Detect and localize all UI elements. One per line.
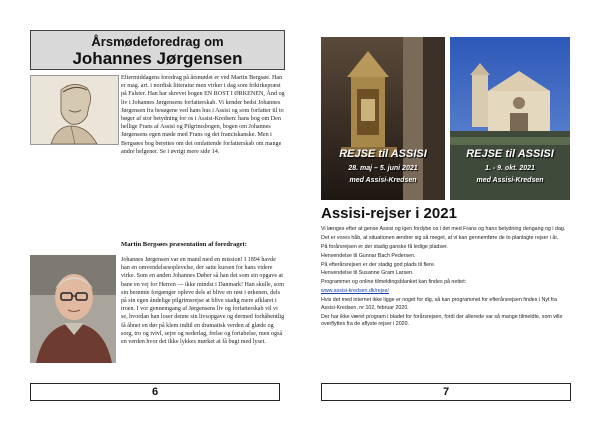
paragraph: Henvendelse til Gunnar Bach Pedersen. bbox=[321, 252, 416, 259]
paragraph: Vi længes efter at gense Assisi og igen fordybe os i det med Frans og hans betydning dengang og i dag. bbox=[321, 226, 566, 232]
presentation-paragraph: Johannes Jørgensen var en mand med en mission! I 1894 havde han en omvendelsesoplevelse, der satte kursen for hans videre virke. Som en anden Johannes Døber så han det som sin opgave at bane en vej for Herren — ikke mindst i Danmark! Han skulle, som sin berømte forgænger opleve dels at blive en røst i ørkenen, dels på sin egen åndelige pilgrimsrejse at blive stadig mere afklaret i troen. I vor gennemgang af Jørgensens liv og forfatterskab vil vi se, hvordan han loser denne sin livsopgave og dermed forhåbentlig få åbnet en dør på klem indtil en dramatisk verden af glæde og sorg, tro og tvivl, sejre og nederlag, frelse og fortabelse, men også en verden hvor det ikke lykkes mørket at få bugt med lyset. bbox=[121, 257, 285, 346]
autumn-trip-image bbox=[450, 37, 570, 200]
spring-trip-title: REJSE til ASSISI bbox=[339, 148, 427, 160]
paragraph: Henvendelse til Susanne Gram Larsen. bbox=[321, 270, 414, 277]
heading-line-1: Årsmødeforedrag om bbox=[91, 34, 224, 49]
page-number-box bbox=[30, 383, 280, 401]
trip-program-link[interactable]: www.assisi-kredsen.dk/rejse/ bbox=[321, 288, 389, 295]
spring-trip-image bbox=[321, 37, 445, 200]
autumn-trip-host: med Assisi-Kredsen bbox=[476, 177, 544, 184]
page-number: 6 bbox=[151, 386, 159, 398]
paragraph: Det er vores håb, at situationen ændrer sig så meget, at vi kan gennemføre de to planlagte rejser i år. bbox=[321, 234, 559, 241]
autumn-trip-dates: 1. - 9. okt. 2021 bbox=[485, 165, 535, 172]
portrait-drawing bbox=[30, 75, 119, 145]
spring-trip-dates: 28. maj – 5. juni 2021 bbox=[348, 165, 418, 172]
paragraph: Hvis det med internet ikke ligge er noget for dig, så kan programmet for efterårsrejsen findes i Nyt fra Assisi-Kredsen, nr 102, februar 2020. bbox=[321, 297, 558, 311]
page-number-box bbox=[321, 383, 571, 401]
article-title: Assisi-rejser i 2021 bbox=[321, 205, 457, 222]
right-page bbox=[300, 0, 600, 425]
paragraph: Programmer og online tilmeldingsblanket kan findes på nettet: bbox=[321, 279, 467, 286]
spring-trip-host: med Assisi-Kredsen bbox=[349, 177, 417, 184]
paragraph: På efterårsrejsen er der stadig god plads til flere. bbox=[321, 261, 436, 268]
article-heading bbox=[30, 30, 285, 70]
autumn-trip-title: REJSE til ASSISI bbox=[466, 148, 554, 160]
paragraph: Der har ikke været program i bladet for forårsrejsen, fordi der allerede var så mange tilmeldte, som ville overflyttes fra de aflyste rejser i 2020. bbox=[321, 313, 563, 328]
presentation-subheading: Martin Bergsøes præsentation af foredraget: bbox=[121, 241, 247, 248]
article-body bbox=[321, 226, 573, 330]
heading-line-2: Johannes Jørgensen bbox=[72, 49, 243, 68]
paragraph: På forårsrejsen er der stadig ganske få ledige pladser. bbox=[321, 243, 448, 250]
page-number: 7 bbox=[442, 386, 450, 398]
intro-paragraph: Eftermiddagens foredrag på årsmødet er ved Martin Bergsøe. Han er mag. art. i nordisk litteratur men virker i dag som frikirkepræst på Falster. Han har skrevet bogen EN ROST I ØRKENEN, Ånd og liv i Johannes Jørgensens forfatterskab. Vi kender bedst Johannes Jørgensen fra besøgene ved hans hus i Assisi og som forfatter til to bøger af stor betydning for os i Assisi-Kredsen: hans bog om Den hellige Frans af Assisi og Pilgrimsbogen, bogen om Johannes Jørgensens egen møde med Frans og det franciskanske. Men i Bergsøes bog berettes om det omfattende forfatterskab om mange andre helgener. Se i øvrigt mere side 14. bbox=[121, 75, 285, 155]
speaker-photo bbox=[30, 255, 116, 363]
